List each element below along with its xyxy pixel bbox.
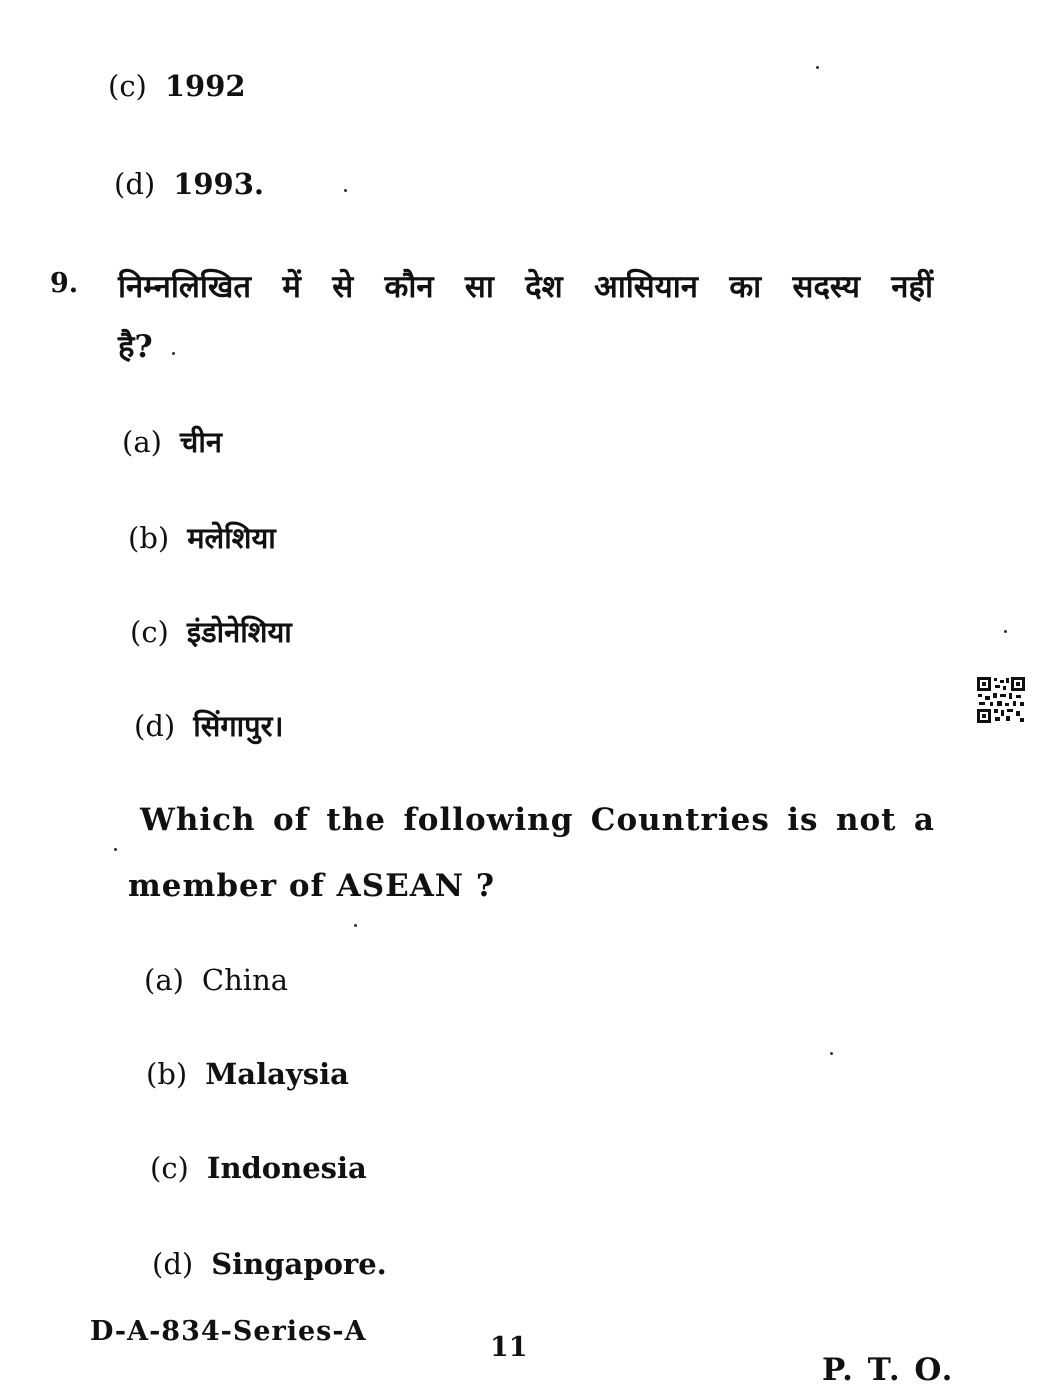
option-text: 1993. [173,167,265,201]
scan-speck [114,848,117,851]
option-text: China [201,963,289,997]
hindi-option-b [128,520,276,556]
hindi-option-d [134,708,283,744]
option-label: (d) [114,167,156,201]
option-text: चीन [179,425,222,459]
option-text: Malaysia [205,1057,349,1091]
option-text: 1992 [164,69,246,103]
option-label: (d) [152,1247,194,1281]
option-text: Singapore. [211,1247,387,1281]
question-english-line2: member of ASEAN ? [128,868,496,904]
hindi-option-a [122,424,222,460]
prev-option-d [114,166,264,202]
option-text: मलेशिया [187,521,276,555]
scan-speck [830,1052,833,1055]
prev-option-c [108,68,246,104]
scan-speck [172,352,175,355]
scan-speck [354,924,357,927]
option-text: इंडोनेशिया [186,615,292,649]
english-option-d [152,1246,387,1282]
option-text: Indonesia [206,1151,367,1185]
scan-speck [1004,630,1007,633]
option-label: (b) [128,521,170,555]
option-label: (c) [108,69,147,103]
question-number: 9. [50,268,79,299]
option-label: (c) [130,615,169,649]
english-option-c [150,1150,367,1186]
page-number: 11 [490,1332,528,1363]
please-turn-over: P. T. O. [822,1352,955,1388]
qr-code-icon [976,676,1026,724]
scan-speck [344,189,347,192]
option-label: (b) [146,1057,188,1091]
english-option-b [146,1056,349,1092]
hindi-option-c [130,614,292,650]
question-hindi-line2: है? [118,329,153,365]
english-option-a [144,962,288,998]
option-text: सिंगापुर। [193,709,284,743]
question-hindi-line1: निम्नलिखित में से कौन सा देश आसियान का सदस्य नहीं [118,269,933,305]
option-label: (c) [150,1151,189,1185]
paper-code: D-A-834-Series-A [90,1316,367,1347]
option-label: (a) [122,425,162,459]
scan-speck [816,66,819,69]
option-label: (d) [134,709,176,743]
option-label: (a) [144,963,184,997]
question-english-line1: Which of the following Countries is not a [140,802,935,838]
